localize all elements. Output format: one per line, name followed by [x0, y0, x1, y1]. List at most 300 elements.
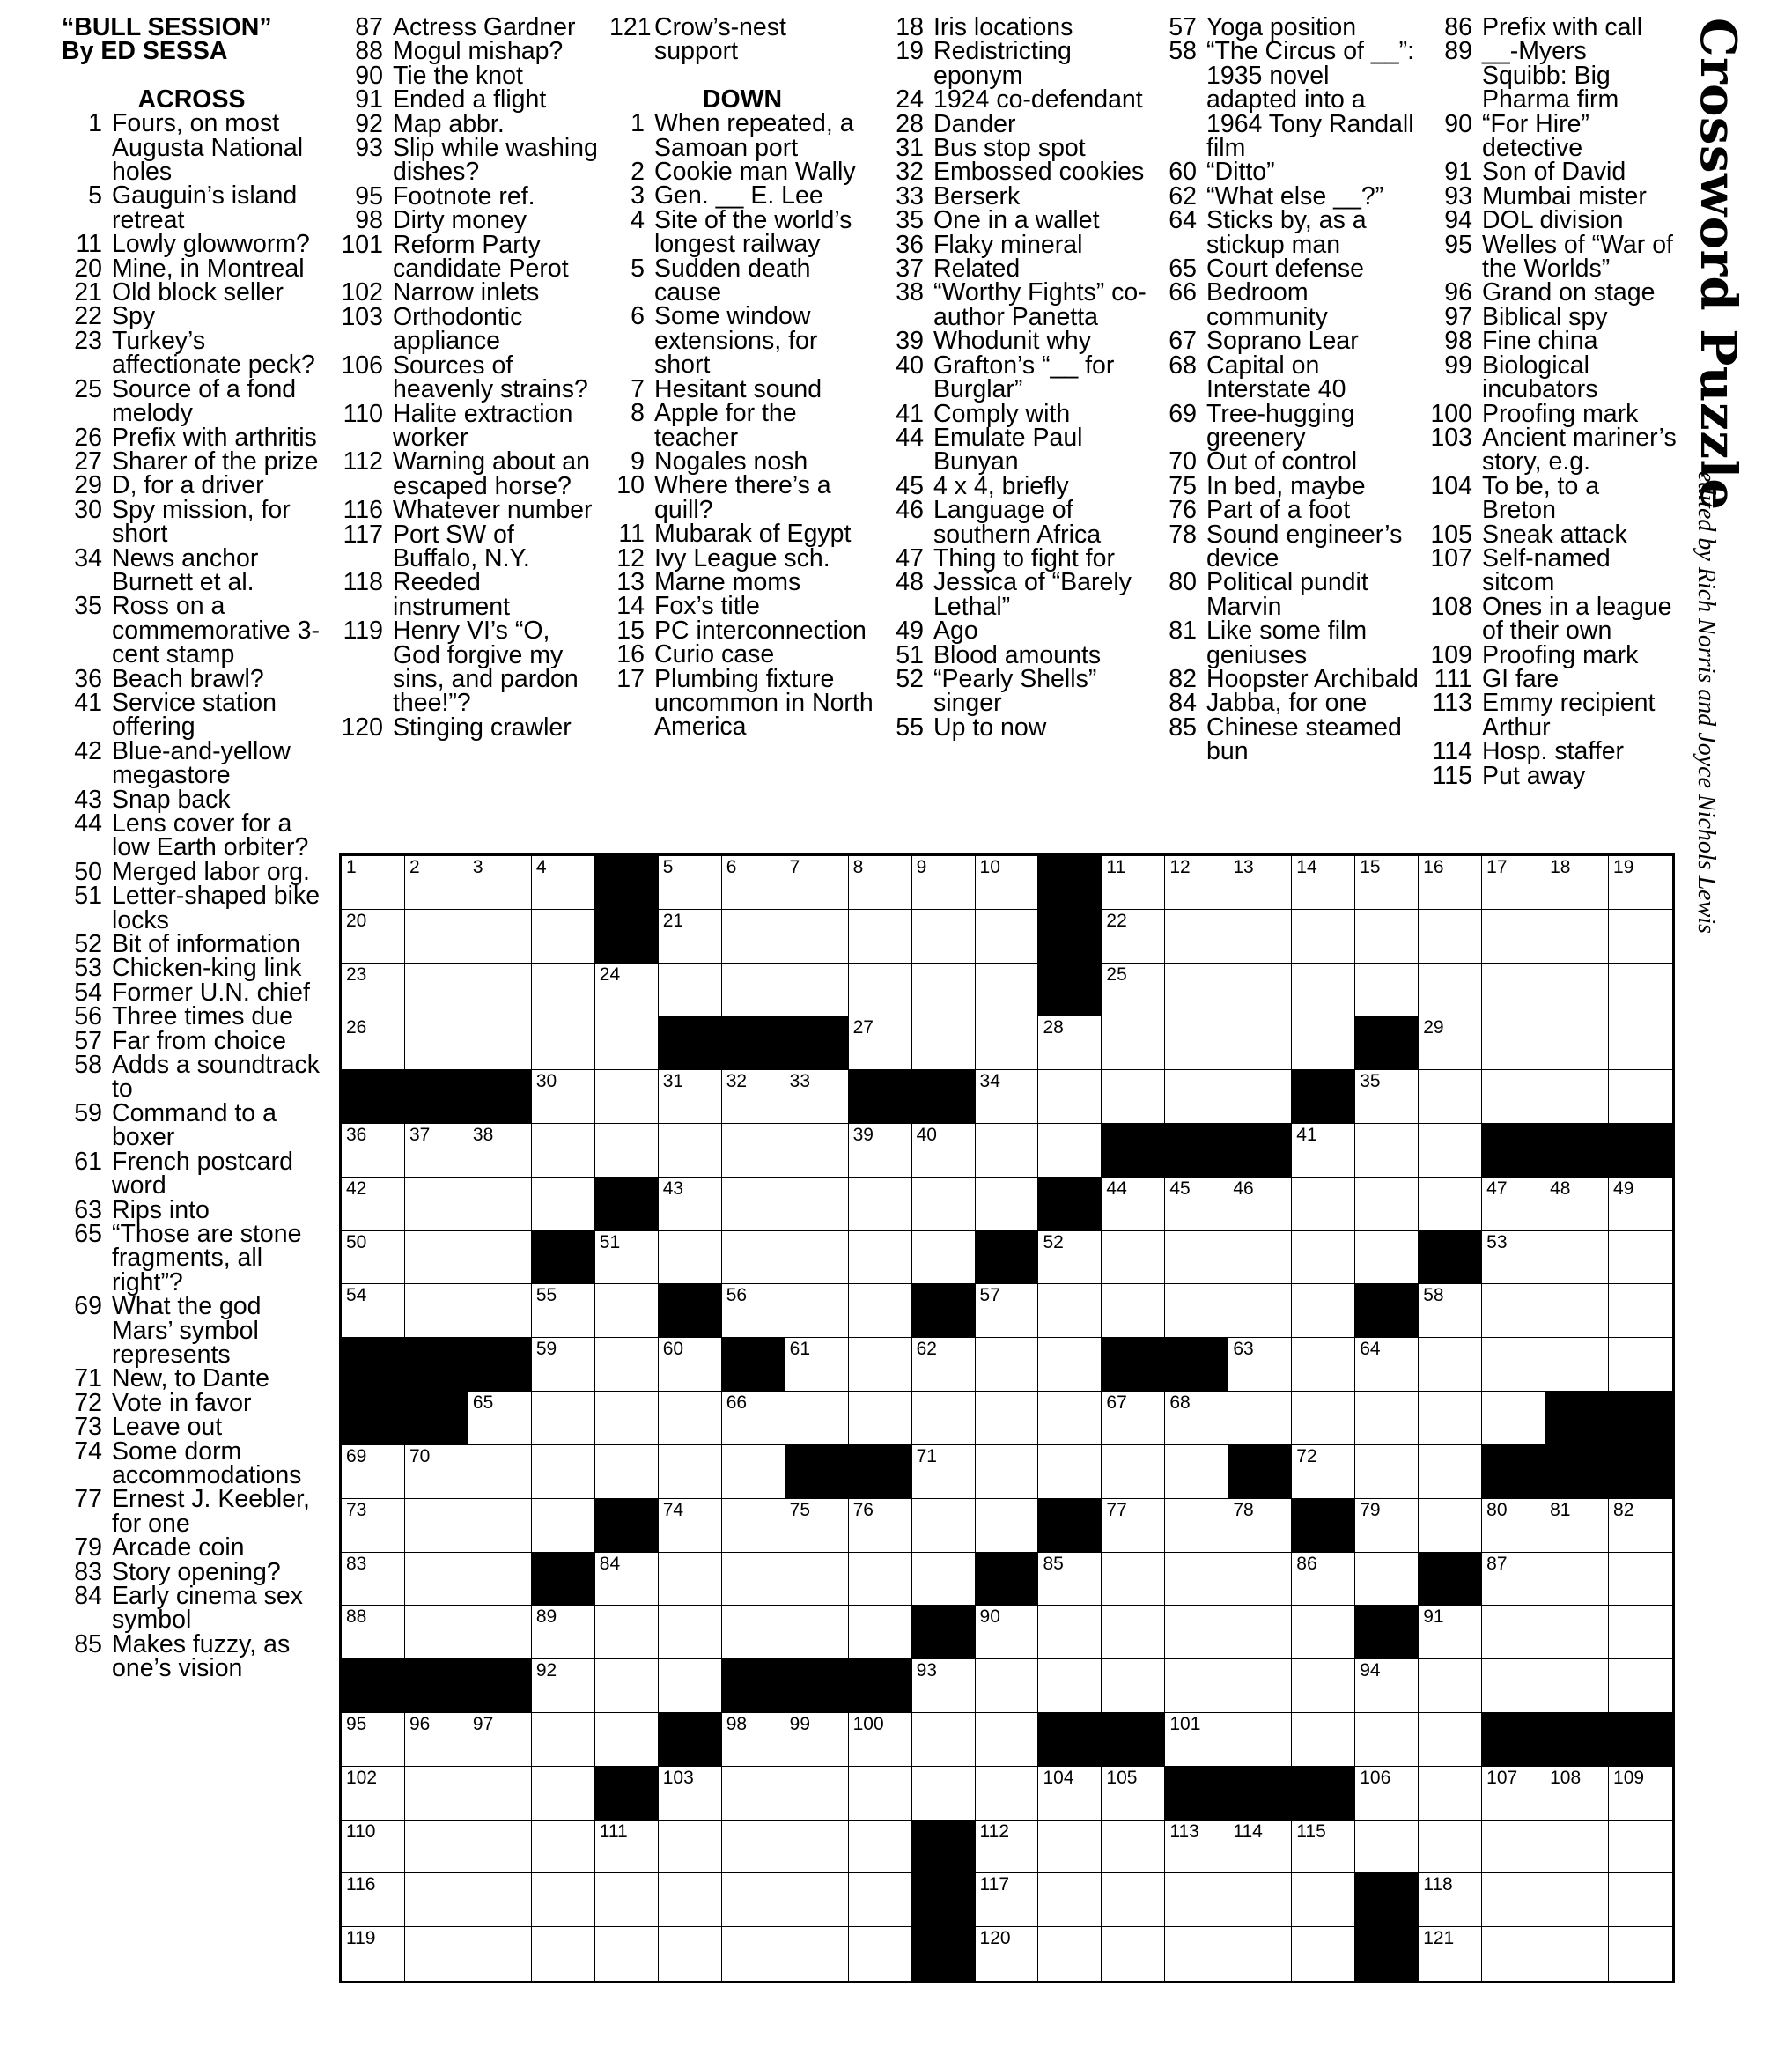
grid-cell[interactable] — [468, 1821, 532, 1874]
grid-cell[interactable] — [976, 1606, 1039, 1659]
grid-cell[interactable] — [1419, 1606, 1482, 1659]
grid-cell[interactable] — [976, 1178, 1039, 1231]
grid-cell[interactable] — [1609, 1606, 1672, 1659]
grid-cell[interactable] — [405, 1713, 468, 1767]
grid-cell[interactable] — [722, 1231, 785, 1285]
grid-cell[interactable] — [468, 1178, 532, 1231]
grid-cell[interactable] — [1355, 1659, 1419, 1713]
grid-cell[interactable] — [468, 1873, 532, 1927]
grid-cell[interactable] — [532, 1606, 595, 1659]
grid-cell[interactable] — [1419, 856, 1482, 910]
grid-cell[interactable] — [1419, 1445, 1482, 1499]
grid-cell[interactable] — [849, 1821, 912, 1874]
grid-cell[interactable] — [1228, 1070, 1292, 1124]
grid-cell[interactable] — [722, 856, 785, 910]
grid-cell[interactable] — [1165, 910, 1228, 964]
grid-cell[interactable] — [849, 1178, 912, 1231]
grid-cell[interactable] — [912, 856, 976, 910]
grid-cell[interactable] — [405, 1284, 468, 1338]
grid-cell[interactable] — [468, 964, 532, 1017]
grid-cell[interactable] — [1545, 1659, 1609, 1713]
grid-cell[interactable] — [849, 1767, 912, 1821]
grid-cell[interactable] — [1102, 856, 1165, 910]
grid-cell[interactable] — [1228, 964, 1292, 1017]
grid-cell[interactable] — [405, 964, 468, 1017]
grid-cell[interactable] — [1038, 1659, 1102, 1713]
grid-cell[interactable] — [1228, 1178, 1292, 1231]
grid-cell[interactable] — [1165, 1873, 1228, 1927]
grid-cell[interactable] — [659, 856, 722, 910]
grid-cell[interactable] — [595, 1659, 659, 1713]
grid-cell[interactable] — [405, 1124, 468, 1178]
grid-cell[interactable] — [595, 1553, 659, 1607]
grid-cell[interactable] — [849, 1873, 912, 1927]
grid-cell[interactable] — [659, 1927, 722, 1981]
grid-cell[interactable] — [1482, 1767, 1545, 1821]
grid-cell[interactable] — [976, 1338, 1039, 1392]
grid-cell[interactable] — [1102, 1821, 1165, 1874]
grid-cell[interactable] — [1038, 1231, 1102, 1285]
grid-cell[interactable] — [1102, 1284, 1165, 1338]
grid-cell[interactable] — [912, 1445, 976, 1499]
grid-cell[interactable] — [1609, 1873, 1672, 1927]
grid-cell[interactable] — [976, 964, 1039, 1017]
grid-cell[interactable] — [976, 1927, 1039, 1981]
grid-cell[interactable] — [976, 1016, 1039, 1070]
grid-cell[interactable] — [849, 1713, 912, 1767]
grid-cell[interactable] — [1102, 1927, 1165, 1981]
grid-cell[interactable] — [722, 1713, 785, 1767]
grid-cell[interactable] — [405, 1499, 468, 1553]
grid-cell[interactable] — [1482, 964, 1545, 1017]
grid-cell[interactable] — [1419, 1767, 1482, 1821]
grid-cell[interactable] — [1228, 1231, 1292, 1285]
grid-cell[interactable] — [1482, 1499, 1545, 1553]
grid-cell[interactable] — [1102, 1499, 1165, 1553]
grid-cell[interactable] — [1482, 1284, 1545, 1338]
grid-cell[interactable] — [785, 1070, 849, 1124]
grid-cell[interactable] — [722, 1927, 785, 1981]
grid-cell[interactable] — [1228, 1338, 1292, 1392]
grid-cell[interactable] — [405, 1767, 468, 1821]
grid-cell[interactable] — [849, 1338, 912, 1392]
grid-cell[interactable] — [405, 910, 468, 964]
grid-cell[interactable] — [849, 1392, 912, 1445]
grid-cell[interactable] — [532, 1445, 595, 1499]
grid-cell[interactable] — [1165, 1713, 1228, 1767]
grid-cell[interactable] — [659, 1659, 722, 1713]
grid-cell[interactable] — [976, 1284, 1039, 1338]
grid-cell[interactable] — [468, 1767, 532, 1821]
grid-cell[interactable] — [912, 1553, 976, 1607]
grid-cell[interactable] — [1545, 1231, 1609, 1285]
grid-cell[interactable] — [405, 1606, 468, 1659]
grid-cell[interactable] — [1165, 1178, 1228, 1231]
grid-cell[interactable] — [595, 1927, 659, 1981]
grid-cell[interactable] — [849, 1606, 912, 1659]
grid-cell[interactable] — [1609, 1553, 1672, 1607]
grid-cell[interactable] — [1228, 1927, 1292, 1981]
grid-cell[interactable] — [342, 1713, 405, 1767]
grid-cell[interactable] — [1545, 1284, 1609, 1338]
grid-cell[interactable] — [342, 964, 405, 1017]
grid-cell[interactable] — [1292, 856, 1355, 910]
grid-cell[interactable] — [1228, 1016, 1292, 1070]
grid-cell[interactable] — [785, 1124, 849, 1178]
grid-cell[interactable] — [976, 1070, 1039, 1124]
grid-cell[interactable] — [1102, 1767, 1165, 1821]
grid-cell[interactable] — [659, 1606, 722, 1659]
grid-cell[interactable] — [1038, 1016, 1102, 1070]
grid-cell[interactable] — [1165, 1392, 1228, 1445]
grid-cell[interactable] — [976, 1659, 1039, 1713]
grid-cell[interactable] — [342, 1553, 405, 1607]
grid-cell[interactable] — [595, 964, 659, 1017]
grid-cell[interactable] — [785, 1392, 849, 1445]
grid-cell[interactable] — [1545, 1070, 1609, 1124]
grid-cell[interactable] — [1419, 964, 1482, 1017]
grid-cell[interactable] — [1038, 1338, 1102, 1392]
grid-cell[interactable] — [1165, 1284, 1228, 1338]
grid-cell[interactable] — [1355, 856, 1419, 910]
grid-cell[interactable] — [468, 1713, 532, 1767]
grid-cell[interactable] — [1102, 910, 1165, 964]
grid-cell[interactable] — [912, 1124, 976, 1178]
grid-cell[interactable] — [1609, 1338, 1672, 1392]
grid-cell[interactable] — [1228, 1873, 1292, 1927]
grid-cell[interactable] — [1292, 1392, 1355, 1445]
grid-cell[interactable] — [532, 1284, 595, 1338]
grid-cell[interactable] — [405, 1445, 468, 1499]
grid-cell[interactable] — [1292, 1659, 1355, 1713]
grid-cell[interactable] — [1609, 1821, 1672, 1874]
grid-cell[interactable] — [1545, 1767, 1609, 1821]
grid-cell[interactable] — [405, 856, 468, 910]
grid-cell[interactable] — [849, 1284, 912, 1338]
grid-cell[interactable] — [1165, 1231, 1228, 1285]
grid-cell[interactable] — [1228, 1284, 1292, 1338]
grid-cell[interactable] — [1292, 910, 1355, 964]
grid-cell[interactable] — [1609, 1231, 1672, 1285]
grid-cell[interactable] — [532, 1070, 595, 1124]
grid-cell[interactable] — [785, 1713, 849, 1767]
grid-cell[interactable] — [1292, 1553, 1355, 1607]
grid-cell[interactable] — [659, 1873, 722, 1927]
grid-cell[interactable] — [532, 1821, 595, 1874]
grid-cell[interactable] — [1038, 1284, 1102, 1338]
grid-cell[interactable] — [342, 1016, 405, 1070]
grid-cell[interactable] — [1482, 1553, 1545, 1607]
grid-cell[interactable] — [1419, 1499, 1482, 1553]
grid-cell[interactable] — [532, 964, 595, 1017]
grid-cell[interactable] — [849, 1124, 912, 1178]
grid-cell[interactable] — [976, 1499, 1039, 1553]
grid-cell[interactable] — [1355, 1070, 1419, 1124]
grid-cell[interactable] — [468, 1606, 532, 1659]
grid-cell[interactable] — [532, 1767, 595, 1821]
grid-cell[interactable] — [1355, 1392, 1419, 1445]
grid-cell[interactable] — [1102, 1392, 1165, 1445]
grid-cell[interactable] — [1419, 1821, 1482, 1874]
grid-cell[interactable] — [1038, 1606, 1102, 1659]
grid-cell[interactable] — [785, 1499, 849, 1553]
grid-cell[interactable] — [1482, 1873, 1545, 1927]
grid-cell[interactable] — [1165, 856, 1228, 910]
grid-cell[interactable] — [785, 1821, 849, 1874]
grid-cell[interactable] — [1419, 1124, 1482, 1178]
grid-cell[interactable] — [1038, 1873, 1102, 1927]
grid-cell[interactable] — [722, 1070, 785, 1124]
grid-cell[interactable] — [785, 1927, 849, 1981]
grid-cell[interactable] — [785, 1767, 849, 1821]
grid-cell[interactable] — [1545, 964, 1609, 1017]
grid-cell[interactable] — [1292, 1338, 1355, 1392]
grid-cell[interactable] — [1355, 1553, 1419, 1607]
grid-cell[interactable] — [849, 910, 912, 964]
grid-cell[interactable] — [1228, 1553, 1292, 1607]
grid-cell[interactable] — [468, 1499, 532, 1553]
grid-cell[interactable] — [659, 1124, 722, 1178]
grid-cell[interactable] — [785, 964, 849, 1017]
grid-cell[interactable] — [532, 1178, 595, 1231]
grid-cell[interactable] — [785, 856, 849, 910]
grid-cell[interactable] — [595, 1231, 659, 1285]
grid-cell[interactable] — [1355, 1178, 1419, 1231]
grid-cell[interactable] — [722, 1767, 785, 1821]
grid-cell[interactable] — [405, 1016, 468, 1070]
grid-cell[interactable] — [1228, 1392, 1292, 1445]
grid-cell[interactable] — [1165, 1445, 1228, 1499]
grid-cell[interactable] — [1419, 1178, 1482, 1231]
grid-cell[interactable] — [785, 1231, 849, 1285]
grid-cell[interactable] — [912, 1713, 976, 1767]
grid-cell[interactable] — [405, 1821, 468, 1874]
grid-cell[interactable] — [1545, 1178, 1609, 1231]
grid-cell[interactable] — [1482, 1606, 1545, 1659]
grid-cell[interactable] — [659, 1553, 722, 1607]
grid-cell[interactable] — [659, 1445, 722, 1499]
grid-cell[interactable] — [405, 1553, 468, 1607]
grid-cell[interactable] — [532, 1873, 595, 1927]
grid-cell[interactable] — [1355, 1713, 1419, 1767]
grid-cell[interactable] — [1482, 856, 1545, 910]
grid-cell[interactable] — [912, 1392, 976, 1445]
grid-cell[interactable] — [468, 1553, 532, 1607]
grid-cell[interactable] — [595, 1070, 659, 1124]
grid-cell[interactable] — [849, 964, 912, 1017]
grid-cell[interactable] — [1355, 1767, 1419, 1821]
grid-cell[interactable] — [1545, 1821, 1609, 1874]
grid-cell[interactable] — [595, 1284, 659, 1338]
grid-cell[interactable] — [722, 1606, 785, 1659]
grid-cell[interactable] — [976, 1821, 1039, 1874]
grid-cell[interactable] — [1545, 1499, 1609, 1553]
grid-cell[interactable] — [1292, 1713, 1355, 1767]
grid-cell[interactable] — [532, 1392, 595, 1445]
grid-cell[interactable] — [1228, 1606, 1292, 1659]
grid-cell[interactable] — [1165, 964, 1228, 1017]
grid-cell[interactable] — [1355, 964, 1419, 1017]
grid-cell[interactable] — [595, 1016, 659, 1070]
grid-cell[interactable] — [1355, 1338, 1419, 1392]
grid-cell[interactable] — [468, 1927, 532, 1981]
grid-cell[interactable] — [1228, 1659, 1292, 1713]
grid-cell[interactable] — [1292, 1445, 1355, 1499]
grid-cell[interactable] — [1482, 1070, 1545, 1124]
grid-cell[interactable] — [849, 1553, 912, 1607]
grid-cell[interactable] — [1419, 1873, 1482, 1927]
grid-cell[interactable] — [1038, 1445, 1102, 1499]
grid-cell[interactable] — [532, 1499, 595, 1553]
grid-cell[interactable] — [1482, 1338, 1545, 1392]
grid-cell[interactable] — [1228, 1821, 1292, 1874]
grid-cell[interactable] — [1482, 1178, 1545, 1231]
grid-cell[interactable] — [1165, 1016, 1228, 1070]
grid-cell[interactable] — [1482, 1016, 1545, 1070]
grid-cell[interactable] — [342, 1124, 405, 1178]
grid-cell[interactable] — [849, 856, 912, 910]
grid-cell[interactable] — [659, 1070, 722, 1124]
grid-cell[interactable] — [595, 1124, 659, 1178]
grid-cell[interactable] — [1609, 964, 1672, 1017]
grid-cell[interactable] — [1038, 1124, 1102, 1178]
grid-cell[interactable] — [1482, 1231, 1545, 1285]
grid-cell[interactable] — [1292, 1284, 1355, 1338]
grid-cell[interactable] — [912, 1499, 976, 1553]
grid-cell[interactable] — [595, 1445, 659, 1499]
grid-cell[interactable] — [1545, 1016, 1609, 1070]
grid-cell[interactable] — [1355, 1231, 1419, 1285]
grid-cell[interactable] — [1292, 1606, 1355, 1659]
grid-cell[interactable] — [1165, 1070, 1228, 1124]
grid-cell[interactable] — [1482, 1821, 1545, 1874]
grid-cell[interactable] — [1419, 1392, 1482, 1445]
grid-cell[interactable] — [1545, 1873, 1609, 1927]
grid-cell[interactable] — [976, 1445, 1039, 1499]
grid-cell[interactable] — [1038, 1553, 1102, 1607]
grid-cell[interactable] — [342, 1927, 405, 1981]
grid-cell[interactable] — [785, 910, 849, 964]
grid-cell[interactable] — [1545, 1927, 1609, 1981]
grid-cell[interactable] — [1102, 964, 1165, 1017]
grid-cell[interactable] — [595, 1713, 659, 1767]
grid-cell[interactable] — [912, 1178, 976, 1231]
grid-cell[interactable] — [659, 964, 722, 1017]
grid-cell[interactable] — [342, 1767, 405, 1821]
grid-cell[interactable] — [1102, 1070, 1165, 1124]
grid-cell[interactable] — [468, 1284, 532, 1338]
grid-cell[interactable] — [1038, 1767, 1102, 1821]
grid-cell[interactable] — [722, 1821, 785, 1874]
grid-cell[interactable] — [1355, 1445, 1419, 1499]
grid-cell[interactable] — [1609, 856, 1672, 910]
grid-cell[interactable] — [1102, 1445, 1165, 1499]
grid-cell[interactable] — [659, 1821, 722, 1874]
grid-cell[interactable] — [912, 964, 976, 1017]
grid-cell[interactable] — [1609, 910, 1672, 964]
grid-cell[interactable] — [976, 1392, 1039, 1445]
grid-cell[interactable] — [722, 1124, 785, 1178]
grid-cell[interactable] — [532, 1659, 595, 1713]
grid-cell[interactable] — [1228, 910, 1292, 964]
grid-cell[interactable] — [468, 1392, 532, 1445]
grid-cell[interactable] — [1545, 1606, 1609, 1659]
grid-cell[interactable] — [722, 910, 785, 964]
grid-cell[interactable] — [468, 1231, 532, 1285]
grid-cell[interactable] — [1609, 1178, 1672, 1231]
grid-cell[interactable] — [1609, 1070, 1672, 1124]
grid-cell[interactable] — [1419, 1016, 1482, 1070]
grid-cell[interactable] — [849, 1231, 912, 1285]
grid-cell[interactable] — [1292, 964, 1355, 1017]
grid-cell[interactable] — [849, 1499, 912, 1553]
grid-cell[interactable] — [1482, 910, 1545, 964]
grid-cell[interactable] — [849, 1016, 912, 1070]
grid-cell[interactable] — [1609, 1659, 1672, 1713]
grid-cell[interactable] — [342, 1231, 405, 1285]
grid-cell[interactable] — [912, 1338, 976, 1392]
grid-cell[interactable] — [976, 1873, 1039, 1927]
grid-cell[interactable] — [722, 964, 785, 1017]
grid-cell[interactable] — [912, 1767, 976, 1821]
grid-cell[interactable] — [468, 1124, 532, 1178]
grid-cell[interactable] — [976, 1713, 1039, 1767]
grid-cell[interactable] — [849, 1927, 912, 1981]
grid-cell[interactable] — [1609, 1499, 1672, 1553]
grid-cell[interactable] — [1419, 1070, 1482, 1124]
grid-cell[interactable] — [659, 910, 722, 964]
grid-cell[interactable] — [468, 910, 532, 964]
grid-cell[interactable] — [1165, 1821, 1228, 1874]
grid-cell[interactable] — [342, 910, 405, 964]
grid-cell[interactable] — [1355, 910, 1419, 964]
grid-cell[interactable] — [912, 1659, 976, 1713]
grid-cell[interactable] — [1482, 1392, 1545, 1445]
grid-cell[interactable] — [532, 1713, 595, 1767]
grid-cell[interactable] — [1419, 1927, 1482, 1981]
grid-cell[interactable] — [1165, 1553, 1228, 1607]
grid-cell[interactable] — [532, 1927, 595, 1981]
grid-cell[interactable] — [1038, 1070, 1102, 1124]
grid-cell[interactable] — [342, 1606, 405, 1659]
grid-cell[interactable] — [976, 1124, 1039, 1178]
grid-cell[interactable] — [1419, 1338, 1482, 1392]
grid-cell[interactable] — [468, 1445, 532, 1499]
grid-cell[interactable] — [595, 1392, 659, 1445]
grid-cell[interactable] — [1355, 1821, 1419, 1874]
grid-cell[interactable] — [912, 1016, 976, 1070]
grid-cell[interactable] — [1292, 1016, 1355, 1070]
grid-cell[interactable] — [785, 1606, 849, 1659]
grid-cell[interactable] — [722, 1553, 785, 1607]
grid-cell[interactable] — [785, 1178, 849, 1231]
grid-cell[interactable] — [976, 1767, 1039, 1821]
grid-cell[interactable] — [1419, 1284, 1482, 1338]
grid-cell[interactable] — [1355, 1124, 1419, 1178]
grid-cell[interactable] — [1102, 1606, 1165, 1659]
grid-cell[interactable] — [595, 1873, 659, 1927]
grid-cell[interactable] — [1355, 1499, 1419, 1553]
grid-cell[interactable] — [1545, 910, 1609, 964]
grid-cell[interactable] — [1292, 1124, 1355, 1178]
grid-cell[interactable] — [1102, 1873, 1165, 1927]
grid-cell[interactable] — [722, 1499, 785, 1553]
grid-cell[interactable] — [405, 1178, 468, 1231]
grid-cell[interactable] — [1102, 1231, 1165, 1285]
grid-cell[interactable] — [1228, 1499, 1292, 1553]
grid-cell[interactable] — [1419, 910, 1482, 964]
grid-cell[interactable] — [1102, 1178, 1165, 1231]
